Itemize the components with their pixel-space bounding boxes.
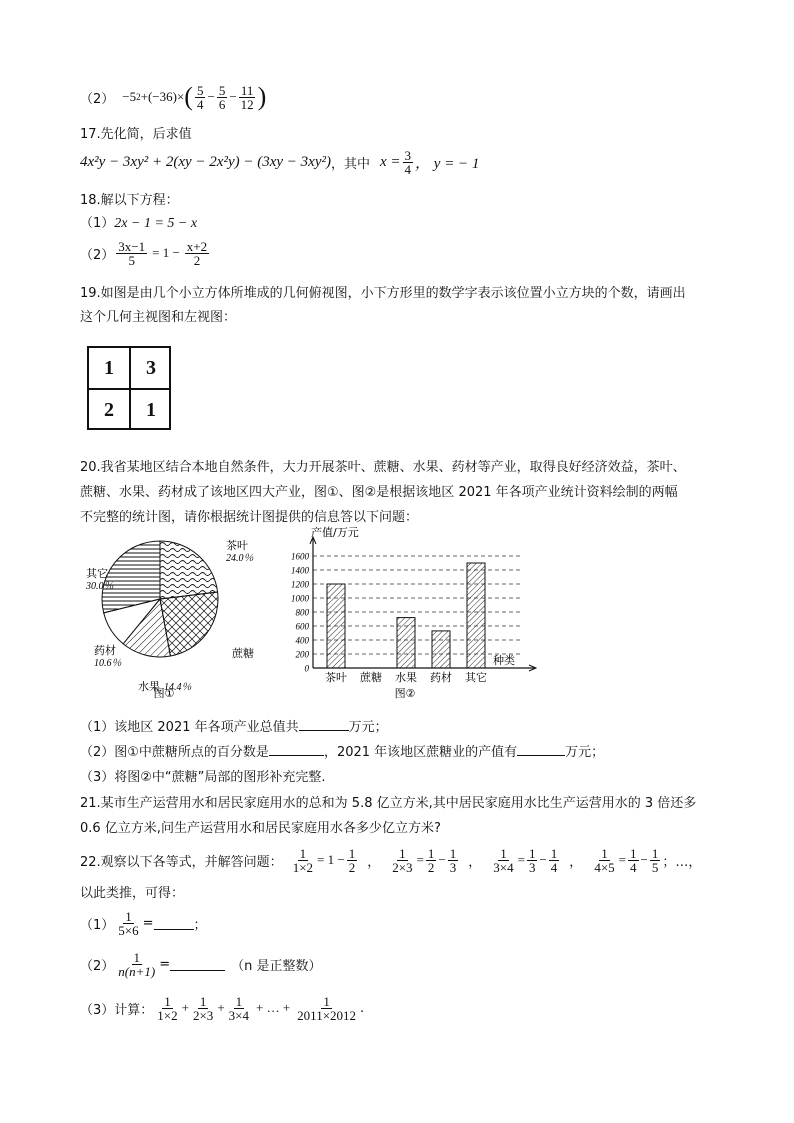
q20-line2: 蔗糖、水果、药材成了该地区四大产业，图①、图②是根据该地区 2021 年各项产业统计资料绘制的两幅 [80, 485, 678, 500]
answer-blank[interactable] [170, 958, 225, 971]
q20-p1-end: 万元； [348, 720, 388, 735]
q16-frac1: $\frac{5}{4}$ [196, 82, 204, 112]
q20-line3: 不完整的统计图，请你根据统计图提供的信息答以下问题： [80, 510, 419, 525]
q22-eq4-mid: = [618, 852, 626, 867]
pie-slice-name: 水果 [138, 680, 160, 693]
answer-blank[interactable] [299, 718, 349, 731]
q20-p2-end: 万元； [565, 745, 605, 760]
q18-p2-label: （2） [80, 247, 115, 263]
q22-ellipsis: ；…， [662, 854, 702, 870]
q16-part2-label: （2） [80, 91, 115, 107]
grid-cell: 3 [146, 356, 156, 379]
q22-eq3-l: $\frac{1}{3\times 4}$ [493, 845, 514, 875]
q22-eq3-a: $\frac{1}{3}$ [528, 845, 536, 875]
q16-frac2: $\frac{5}{6}$ [218, 82, 226, 112]
y-tick-label: 1600 [291, 551, 309, 562]
q22-eq2-minus: − [438, 852, 446, 867]
q22-intro-line: 22.观察以下各等式，并解答问题： $\frac{1}{1\times 2}$ = 1 − $\frac{1}{2}$ ， $\frac{1}{2\times 3}$ = $\frac{1}{2}$ − $\frac{1}{3}$ ， $\frac{1}{3\times 4}$ = $\frac{1}{3}$ − $\frac{1}{4}$ ， $\frac{1}{4\times 5}$ = $\frac{1}{4}$ − $\frac{1}{5}$ ；…， [80, 845, 702, 875]
pie-slice-name: 药材 [94, 644, 116, 657]
pie-slice-percent: 10.6％ [94, 658, 122, 669]
q22-p3-end: . [360, 1000, 365, 1016]
q17-yeq: ， y = − 1 [415, 155, 480, 172]
q17-expr: 4x²y − 3xy² + 2(xy − 2x²y) − (3xy − 3xy²) [80, 153, 331, 170]
y-tick-label: 0 [304, 663, 309, 674]
q22-part1 [80, 906, 207, 940]
q22-eq4-a: $\frac{1}{4}$ [630, 845, 637, 875]
bar [327, 584, 345, 668]
q22-p2-label: （2） [80, 958, 115, 974]
q18-p1-expr: 2x − 1 = 5 − x [114, 216, 198, 231]
top-view-grid [87, 346, 171, 430]
q20-line1: 20.我省某地区结合本地自然条件，大力开展茶叶、蔗糖、水果、药材等产业，取得良好经济效益，茶叶、 [80, 460, 686, 475]
grid-cell: 1 [146, 398, 156, 421]
q22-part3 [80, 990, 364, 1026]
pie-slice-tea [160, 541, 218, 599]
q19-line1: 19.如图是由几个小立方体所堆成的几何俯视图，小下方形里的数学字表示该位置小立方块的个数，请画出 [80, 286, 686, 301]
q17-xeq: x = [380, 153, 401, 170]
pie-slice-percent: 30.0％ [86, 581, 114, 592]
grid-cell: 1 [104, 356, 114, 379]
q22-p3-term1: $\frac{1}{1\times 2}$ [157, 993, 178, 1023]
bar [432, 631, 450, 668]
q18-title: 18.解以下方程： [80, 193, 179, 208]
y-tick-label: 1400 [291, 565, 309, 576]
q22-eq3-b: $\frac{1}{4}$ [550, 845, 558, 875]
q22-eq4-minus: − [640, 852, 648, 867]
q16-minus1: − [207, 89, 215, 104]
q22-p3-plus2: + [217, 1000, 225, 1015]
pie-slice-name: 茶叶 [226, 539, 248, 552]
x-tick-label: 其它 [465, 671, 487, 684]
q22-p1-end: ； [193, 917, 207, 933]
q20-part1 [80, 716, 388, 735]
pie-slice-name: 其它 [86, 567, 108, 580]
q16-minus2: − [229, 89, 237, 104]
y-tick-label: 400 [295, 635, 309, 646]
q16-frac3: $\frac{11}{12}$ [240, 82, 254, 112]
q22-p3-plus1: + [181, 1000, 189, 1015]
y-axis-label: 产值/万元 [311, 526, 359, 539]
pie-slice-name: 蔗糖 [232, 647, 254, 660]
q22-eq1-mid: = 1 − [317, 852, 345, 867]
bar [397, 618, 415, 668]
x-tick-label: 药材 [430, 671, 452, 684]
q16-paren-close: ) [257, 82, 267, 111]
bar [467, 563, 485, 668]
q17-where: ，其中 [330, 156, 370, 172]
x-tick-label: 水果 [395, 671, 417, 684]
q22-p2-end: （n 是正整数） [231, 958, 322, 974]
q16-part2 [80, 80, 266, 114]
y-tick-label: 200 [295, 649, 309, 660]
pie-caption: 图① [153, 687, 175, 700]
q18-p1-label: （1） [80, 216, 115, 231]
y-tick-label: 1000 [291, 593, 309, 604]
q22-eq4-l: $\frac{1}{4\times 5}$ [594, 845, 615, 875]
answer-blank[interactable] [517, 743, 565, 756]
q20-part3: （3）将图②中“蔗糖”局部的图形补充完整. [80, 770, 326, 785]
q22-p3-term3: $\frac{1}{3\times 4}$ [228, 993, 249, 1023]
q18-p2-mid: = 1 − [152, 245, 180, 260]
q22-eq4-b: $\frac{1}{5}$ [651, 845, 659, 875]
q22-eq1-r: $\frac{1}{2}$ [348, 845, 356, 875]
q22-p3-term4: $\frac{1}{2011\times 2012}$ [297, 993, 357, 1023]
q20-charts [80, 526, 540, 705]
q18-part1 [80, 212, 197, 232]
answer-blank[interactable] [154, 917, 194, 930]
q17-title: 17.先化简，后求值 [80, 127, 192, 142]
q16-paren-open: ( [184, 82, 193, 111]
q22-eq2-l: $\frac{1}{2\times 3}$ [392, 845, 413, 875]
q22-part2 [80, 947, 322, 981]
q16-expr-a: −5 [122, 89, 137, 104]
pie-slice-percent: 14.4％ [164, 682, 192, 693]
bar-caption: 图② [394, 687, 416, 700]
answer-blank[interactable] [269, 743, 324, 756]
q18-p2-lfrac: $\frac{3x-1}{5}$ [118, 238, 146, 268]
q22-intro: 22.观察以下各等式，并解答问题： [80, 854, 283, 870]
q22-p1-label: （1） [80, 917, 115, 933]
pie-slice-percent: 24.0％ [226, 553, 254, 564]
q16-exp: 2 [136, 92, 141, 102]
q22-p3-term2: $\frac{1}{2\times 3}$ [192, 993, 214, 1023]
q22-eq3-minus: − [539, 852, 547, 867]
y-tick-label: 1200 [291, 579, 309, 590]
q17-expression [80, 146, 479, 178]
q22-p1-frac: $\frac{1}{5\times 6}$ [118, 908, 139, 938]
q18-part2 [80, 237, 211, 269]
q22-p1-eq: = [142, 915, 154, 931]
q20-p2a: （2）图①中蔗糖所点的百分数是 [80, 745, 269, 760]
q22-p3-label: （3）计算： [80, 1002, 154, 1018]
q16-expr-c: (−36)× [147, 89, 185, 104]
y-tick-label: 600 [295, 621, 309, 632]
x-tick-label: 茶叶 [325, 671, 347, 684]
x-tick-label: 蔗糖 [360, 671, 382, 684]
q22-eq1-l: $\frac{1}{1\times 2}$ [292, 845, 314, 875]
q16-expr-b: + [140, 89, 148, 104]
q22-eq2-b: $\frac{1}{3}$ [449, 845, 457, 875]
q19-line2: 这个几何主视图和左视图： [80, 310, 237, 325]
x-axis-label: 种类 [493, 654, 515, 667]
q21-line1: 21.某市生产运营用水和居民家庭用水的总和为 5.8 亿立方米,其中居民家庭用水比生产运营用水的 3 倍还多 [80, 796, 697, 811]
q20-p2b: ，2021 年该地区蔗糖业的产值有 [323, 745, 518, 760]
q21-line2: 0.6 亿立方米,问生产运营用水和居民家庭用水各多少亿立方米? [80, 821, 441, 836]
q22-eq2-a: $\frac{1}{2}$ [427, 845, 435, 875]
q22-p2-eq: = [159, 956, 171, 972]
q20-part2 [80, 741, 604, 760]
q22-eq3-mid: = [517, 852, 525, 867]
grid-cell: 2 [104, 398, 114, 421]
q22-p2-frac: $\frac{1}{n(n+1)}$ [118, 949, 156, 979]
q18-p2-rfrac: $\frac{x+2}{2}$ [186, 238, 208, 268]
y-tick-label: 800 [295, 607, 309, 618]
q22-eq2-mid: = [416, 852, 424, 867]
q22-line2: 以此类推，可得： [80, 886, 185, 901]
q17-xfrac: $\frac{3}{4}$ [404, 147, 412, 177]
q20-p1-text: （1）该地区 2021 年各项产业总值共 [80, 720, 299, 735]
q22-p3-dots: + … + [256, 1000, 291, 1015]
